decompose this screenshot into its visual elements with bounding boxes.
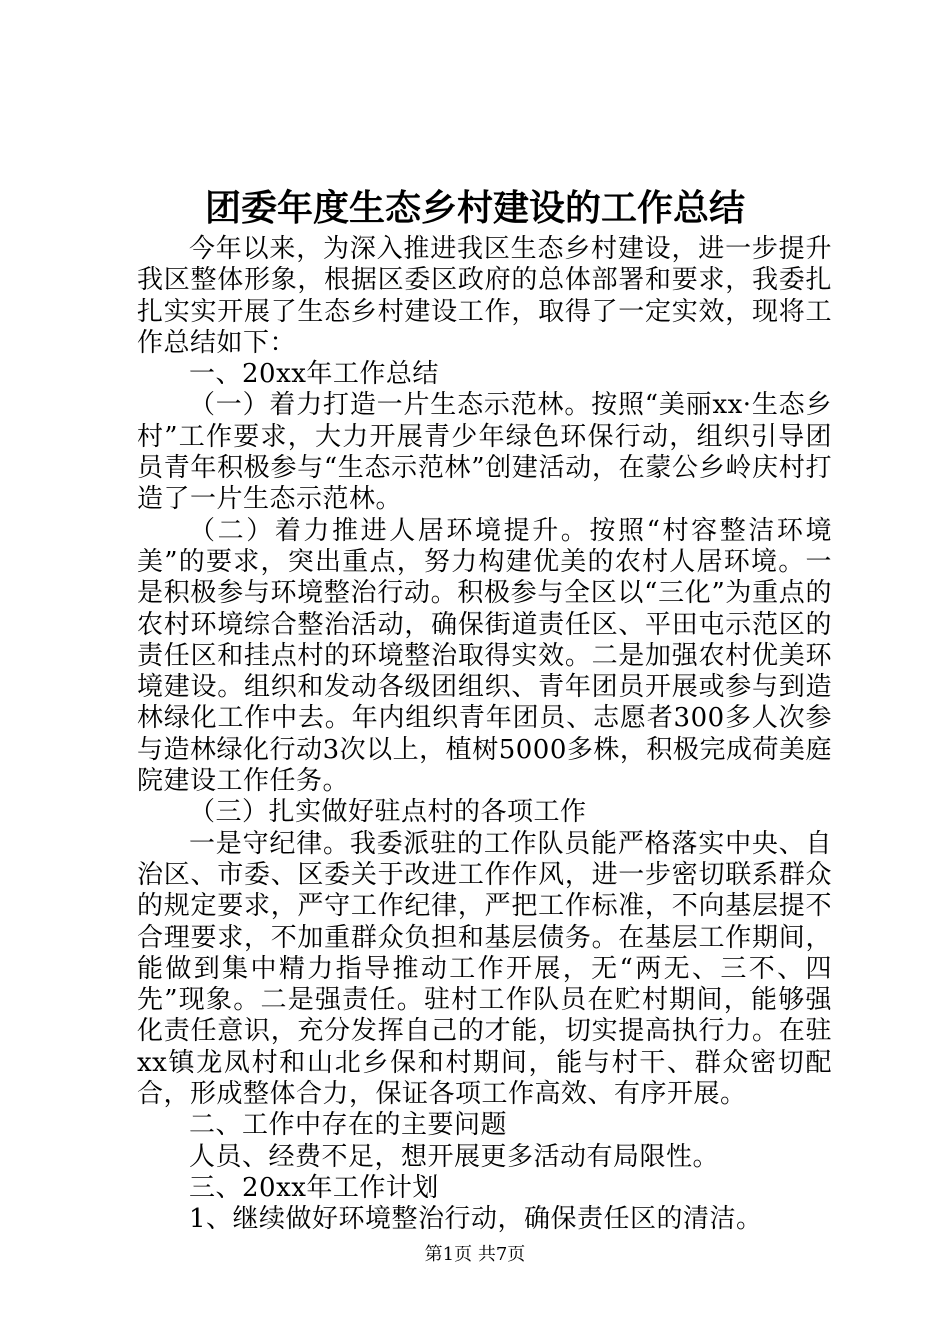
document-title: 团委年度生态乡村建设的工作总结	[204, 187, 745, 229]
paragraph-item-3: 一是守纪律。我委派驻的工作队员能严格落实中央、自治区、市委、区委关于改进工作作风，进一步密切联系群众的规定要求，严守工作纪律，严把工作标准，不向基层提不合理要求，不加重群众负担和基层债务。在基层工作期间，能做到集中精力指导推动工作开展，无“两无、三不、四先”现象。二是强责任。驻村工作队员在贮村期间，能够强化责任意识，充分发挥自己的才能，切实提高执行力。在驻xx镇龙凤村和山北乡保和村期间，能与村干、群众密切配合，形成整体合力，保证各项工作高效、有序开展。	[137, 828, 832, 1110]
paragraph-plan-1: 1、继续做好环境整治行动，确保责任区的清洁。	[189, 1204, 763, 1235]
heading-item-3: （三）扎实做好驻点村的各项工作	[189, 797, 587, 828]
heading-section-2: 二、工作中存在的主要问题	[189, 1110, 508, 1141]
heading-section-1: 一、20xx年工作总结	[189, 359, 439, 390]
paragraph-problems: 人员、经费不足，想开展更多活动有局限性。	[189, 1141, 720, 1172]
heading-section-3: 三、20xx年工作计划	[189, 1172, 439, 1203]
paragraph-item-2: （二）着力推进人居环境提升。按照“村容整洁环境美”的要求，突出重点，努力构建优美的农村人居环境。一是积极参与环境整治行动。积极参与全区以“三化”为重点的农村环境综合整治活动，确保街道责任区、平田屯示范区的责任区和挂点村的环境整治取得实效。二是加强农村优美环境建设。组织和发动各级团组织、青年团员开展或参与到造林绿化工作中去。年内组织青年团员、志愿者300多人次参与造林绿化行动3次以上，植树5000多株，积极完成荷美庭院建设工作任务。	[137, 515, 832, 797]
page-number-footer: 第1页 共7页	[424, 1244, 526, 1265]
paragraph-intro: 今年以来，为深入推进我区生态乡村建设，进一步提升我区整体形象，根据区委区政府的总体部署和要求，我委扎扎实实开展了生态乡村建设工作，取得了一定实效，现将工作总结如下：	[137, 234, 832, 358]
document-body	[137, 234, 832, 1236]
paragraph-item-1: （一）着力打造一片生态示范林。按照“美丽xx·生态乡村”工作要求，大力开展青少年绿色环保行动，组织引导团员青年积极参与“生态示范林”创建活动，在蒙公乡岭庆村打造了一片生态示范林。	[137, 390, 832, 515]
